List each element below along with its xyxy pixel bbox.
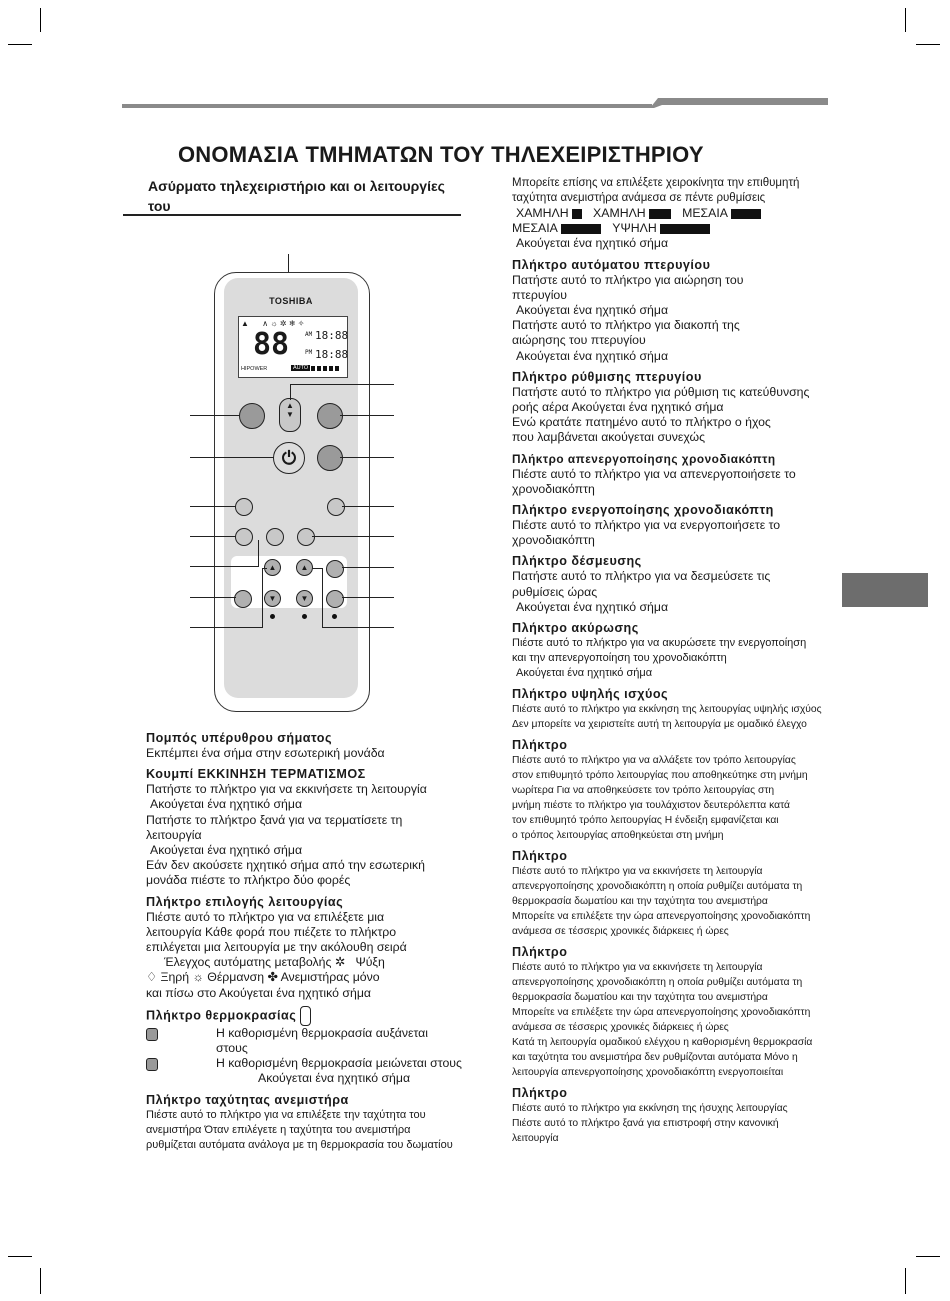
comfort-sleep-button[interactable]: [235, 528, 253, 546]
cancel-section: [512, 620, 832, 681]
text-line: νωρίτερα Για να αποθηκεύσετε τον τρόπο λειτουργίας στη: [512, 785, 775, 797]
left-column: [146, 730, 462, 1158]
callout-line: [262, 568, 267, 569]
text-line: Μπορείτε να επιλέξετε την ώρα απενεργοποίησης χρονοδιακόπτη: [512, 911, 811, 923]
start-stop-section: [146, 766, 462, 888]
callout-line: [190, 597, 236, 598]
lcd-hipower: HIPOWER: [241, 366, 268, 372]
temperature-section: [146, 1006, 462, 1087]
text-line: Ακούγεται ένα ηχητικό σήμα: [516, 236, 669, 251]
section-heading: Πλήκτρο ακύρωσης: [512, 621, 639, 636]
memo-section: [512, 737, 832, 843]
text-line: Πιέστε αυτό το πλήκτρο για να απενεργοποιήσετε το: [512, 466, 796, 481]
text-line: Πιέστε αυτό το πλήκτρο για να εκκινήσετε τη λειτουργία: [512, 962, 763, 974]
fan-icon: ✤: [267, 970, 278, 985]
section-heading: Πλήκτρο: [512, 738, 568, 753]
callout-line: [322, 627, 394, 628]
comfort-sleep-section: [512, 848, 832, 939]
text-line: Πατήστε αυτό το πλήκτρο για ρύθμιση τις κατεύθυνσης: [512, 384, 810, 399]
text-line: ανάμεσα σε τέσσερις χρονικές διάρκειες ή ώρες: [512, 1022, 729, 1034]
crop-mark: [905, 1268, 906, 1294]
crop-mark: [40, 8, 41, 32]
set-louver-section: [512, 369, 832, 446]
section-subtitle: Ασύρματο τηλεχειριστήριο και οι λειτουργίες του: [148, 178, 445, 214]
text-line: χρονοδιακόπτη: [512, 533, 595, 548]
section-heading: Πλήκτρο ταχύτητας ανεμιστήρα: [146, 1092, 349, 1107]
fan-button[interactable]: [317, 403, 343, 429]
fan-level-2-icon: [649, 209, 671, 219]
text-line: Δεν μπορείτε να χειριστείτε αυτή τη λειτουργία με ομαδικό έλεγχο: [512, 719, 807, 731]
callout-line: [342, 597, 394, 598]
text-line: στον επιθυμητό τρόπο λειτουργίας που αποθηκεύτηκε στη μνήμη: [512, 770, 808, 782]
fan-speed-continued: [512, 176, 832, 252]
text-line: Πιέστε αυτό το πλήκτρο για να επιλέξετε την ταχύτητα του: [146, 1108, 426, 1121]
callout-line: [342, 506, 394, 507]
text-line: πτερυγίου: [512, 287, 567, 302]
mode-button[interactable]: [239, 403, 265, 429]
fan-levels-line: ΧΑΜΗΛΗ ΧΑΜΗΛΗ ΜΕΣΑΙΑ: [512, 206, 832, 221]
quiet-section: [512, 1085, 832, 1146]
fan-level-1-icon: [572, 209, 582, 219]
section-heading: Πλήκτρο: [512, 849, 568, 864]
text-line: μονάδα πιέστε το πλήκτρο δύο φορές: [146, 873, 351, 888]
indicator-dot: [332, 614, 337, 619]
text-line: Ακούγεται ένα ηχητικό σήμα: [516, 303, 669, 318]
temp-up-icon: [146, 1028, 158, 1041]
text-line: ταχύτητα ανεμιστήρα ανάμεσα σε πέντε ρυθμίσεις: [512, 192, 766, 204]
text-line: Ακούγεται ένα ηχητικό σήμα: [516, 599, 669, 614]
text-line: απενεργοποίησης χρονοδιακόπτη η οποία ρυθμίζει αυτόματα τη: [512, 977, 803, 989]
brand-logo: TOSHIBA: [269, 296, 313, 306]
text-line: λειτουργία: [146, 827, 202, 842]
ir-transmitter-section: [146, 730, 462, 761]
swing-button[interactable]: [317, 445, 343, 471]
text-line: Πιέστε αυτό το πλήκτρο για εκκίνηση της ήσυχης λειτουργίας: [512, 1103, 788, 1115]
fan-level-5-icon: [660, 224, 710, 234]
text-line: Πιέστε αυτό το πλήκτρο για να ακυρώσετε την ενεργοποίηση: [512, 637, 807, 650]
text-line: και ταχύτητα του ανεμιστήρα δεν ρυθμίζονται αυτόματα Μόνο η: [512, 1052, 798, 1064]
fix-louver-button[interactable]: ▲ ▼: [279, 398, 301, 432]
dry-icon: ♢: [146, 970, 158, 985]
crop-mark: [40, 1268, 41, 1294]
temp-down-icon: [146, 1058, 158, 1071]
callout-line: [312, 536, 394, 537]
fan-levels-line: ΜΕΣΑΙΑ ΥΨΗΛΗ: [512, 221, 832, 236]
auto-louver-section: [512, 257, 832, 364]
cool-icon: ✲: [334, 955, 346, 970]
text-line: μνήμη πιέστε το πλήκτρο για τουλάχιστον δευτερόλεπτα κατά: [512, 800, 790, 812]
callout-line: [190, 506, 236, 507]
text-line: θερμοκρασία δωματίου και την ταχύτητα του ανεμιστήρα: [512, 992, 768, 1004]
temp-up-button[interactable]: ▲: [264, 559, 281, 576]
start-stop-button[interactable]: ⏻: [273, 442, 305, 474]
off-timer-section: [512, 451, 832, 497]
lcd-pm-label: PM: [305, 349, 313, 356]
text-line: ♢ Ξηρή ☼ Θέρμανση ✤ Ανεμιστήρας μόνο: [146, 970, 380, 985]
text-line: ρυθμίσεις ώρας: [512, 584, 598, 599]
section-heading: Πλήκτρο ενεργοποίησης χρονοδιακόπτη: [512, 503, 774, 518]
text-line: Κατά τη λειτουργία ομαδικού ελέγχου η καθορισμένη θερμοκρασία: [512, 1037, 813, 1049]
text-line: τον επιθυμητό τρόπο λειτουργίας Η ένδειξη εμφανίζεται και: [512, 815, 779, 827]
text-line: στους: [216, 1041, 248, 1056]
hipower-button[interactable]: [235, 498, 253, 516]
text-line: ανάμεσα σε τέσσερις χρονικές διάρκειες ή ώρες: [512, 926, 729, 938]
indicator-dot: [302, 614, 307, 619]
on-timer-section: [512, 502, 832, 548]
crop-mark: [905, 8, 906, 32]
callout-line: [190, 627, 262, 628]
off-timer-button[interactable]: [326, 590, 344, 608]
text-line: Εάν δεν ακούσετε ηχητικό σήμα από την εσωτερική: [146, 858, 425, 873]
remote-panel: [224, 278, 358, 698]
text-line: ο τρόπος λειτουργίας αποθηκεύεται στη μνήμη: [512, 830, 724, 842]
lcd-auto: AUTO: [293, 365, 309, 371]
lcd-time-off: 18:88: [315, 348, 349, 361]
lcd-am-label: AM: [305, 331, 313, 338]
text-line: Πατήστε το πλήκτρο για να εκκινήσετε τη λειτουργία: [146, 782, 427, 797]
text-line: λειτουργία: [512, 1133, 559, 1145]
page-title: ΟΝΟΜΑΣΙΑ ΤΜΗΜΑΤΩΝ ΤΟΥ ΤΗΛΕΧΕΙΡΙΣΤΗΡΙΟΥ: [178, 142, 704, 167]
callout-line: [190, 536, 236, 537]
right-column: [512, 176, 832, 1151]
text-line: Εκπέμπει ένα σήμα στην εσωτερική μονάδα: [146, 746, 385, 760]
text-line: χρονοδιακόπτη: [512, 481, 595, 496]
crop-mark: [916, 1256, 940, 1257]
section-heading: Πλήκτρο αυτόματου πτερυγίου: [512, 257, 711, 272]
sleep-timer-section: [512, 944, 832, 1080]
text-line: Η καθορισμένη θερμοκρασία μειώνεται στους: [146, 1056, 462, 1071]
text-line: Πατήστε αυτό το πλήκτρο για να δεσμεύσετε τις: [512, 569, 771, 584]
text-line: ροής αέρα Ακούγεται ένα ηχητικό σήμα: [512, 400, 724, 415]
callout-line: [342, 567, 394, 568]
text-line: Πιέστε αυτό το πλήκτρο για να εκκινήσετε τη λειτουργία: [512, 866, 763, 878]
heat-icon: ☼: [192, 970, 204, 985]
fan-speed-button[interactable]: [234, 590, 252, 608]
text-line: Έλεγχος αυτόματης μεταβολής ✲ Ψύξη: [164, 955, 385, 970]
text-line: αιώρησης του πτερυγίου: [512, 333, 646, 348]
text-line: και πίσω στο Ακούγεται ένα ηχητικό σήμα: [146, 985, 372, 1000]
callout-line: [262, 568, 263, 628]
callout-line: [290, 384, 291, 400]
crop-mark: [916, 44, 940, 45]
callout-line: [312, 568, 322, 569]
section-heading: Πλήκτρο: [512, 945, 568, 960]
text-line: Ακούγεται ένα ηχητικό σήμα: [516, 348, 669, 363]
callout-line: [190, 566, 258, 567]
text-line: Πιέστε αυτό το πλήκτρο για να ενεργοποιήσετε το: [512, 518, 781, 533]
section-heading: Πλήκτρο απενεργοποίησης χρονοδιακόπτη: [512, 451, 776, 466]
text-line: απενεργοποίησης χρονοδιακόπτη η οποία ρυθμίζει αυτόματα τη: [512, 881, 803, 893]
callout-line: [290, 384, 394, 385]
lcd-temperature: 88: [253, 327, 290, 362]
callout-line: [340, 415, 394, 416]
section-heading: Πλήκτρο δέσμευσης: [512, 554, 642, 569]
fan-speed-section: [146, 1092, 462, 1153]
section-heading: Πλήκτρο: [512, 1086, 568, 1101]
text-line: Ενώ κρατάτε πατημένο αυτό το πλήκτρο ο ήχος: [512, 415, 771, 430]
section-heading: Πομπός υπέρυθρου σήματος: [146, 731, 333, 745]
temp-down-button[interactable]: ▼: [264, 590, 281, 607]
callout-line: [288, 254, 289, 274]
section-heading: Πλήκτρο ρύθμισης πτερυγίου: [512, 369, 702, 384]
section-heading: Πλήκτρο θερμοκρασίας: [146, 1006, 462, 1026]
callout-line: [190, 415, 240, 416]
text-line: Μπορείτε επίσης να επιλέξετε χειροκίνητα την επιθυμητή: [512, 177, 800, 189]
callout-line: [258, 540, 259, 567]
timer-down-button[interactable]: ▼: [296, 590, 313, 607]
crop-mark: [8, 44, 32, 45]
text-line: Η καθορισμένη θερμοκρασία αυξάνεται: [146, 1026, 462, 1041]
text-line: Πατήστε αυτό το πλήκτρο για αιώρηση του: [512, 272, 744, 287]
chapter-tab: [842, 573, 928, 607]
text-line: Πιέστε αυτό το πλήκτρο για να αλλάξετε τον τρόπο λειτουργίας: [512, 755, 796, 767]
callout-line: [190, 457, 274, 458]
lcd-fan-bars: [311, 366, 341, 371]
header-bar: [122, 97, 828, 111]
lcd-time-on: 18:88: [315, 329, 349, 342]
text-line: λειτουργία Κάθε φορά που πιέζετε το πλήκτρο: [146, 924, 397, 939]
on-timer-button[interactable]: [326, 560, 344, 578]
reserve-section: [512, 553, 832, 615]
text-line: και την απενεργοποίηση του χρονοδιακόπτη: [512, 652, 727, 665]
timer-up-button[interactable]: ▲: [296, 559, 313, 576]
memo-button[interactable]: [327, 498, 345, 516]
temp-button-icon: [300, 1006, 311, 1026]
text-line: θερμοκρασία δωματίου και την ταχύτητα του ανεμιστήρα: [512, 896, 768, 908]
text-line: λειτουργία απενεργοποίησης χρονοδιακόπτη ενεργοποιείται: [512, 1067, 784, 1079]
text-line: που λαμβάνεται ακούγεται συνεχώς: [512, 430, 706, 445]
text-line: Μπορείτε να επιλέξετε την ώρα απενεργοποίησης χρονοδιακόπτη: [512, 1007, 811, 1019]
indicator-dot: [270, 614, 275, 619]
text-line: ανεμιστήρα Όταν επιλέγετε η ταχύτητα του ανεμιστήρα: [146, 1123, 411, 1136]
crop-mark: [8, 1256, 32, 1257]
text-line: Πατήστε αυτό το πλήκτρο για διακοπή της: [512, 318, 740, 333]
text-line: Πατήστε το πλήκτρο ξανά για να τερματίσετε τη: [146, 812, 403, 827]
lcd-mode-icons: ▲ ∧ ☼ ✲ ❄ ✧: [241, 319, 305, 328]
text-line: Πιέστε αυτό το πλήκτρο ξανά για επιστροφή στην κανονική: [512, 1118, 779, 1130]
text-line: ρυθμίζεται αυτόματα ανάλογα με τη θερμοκρασία του δωματίου: [146, 1138, 453, 1151]
section-heading: Πλήκτρο επιλογής λειτουργίας: [146, 894, 344, 909]
text-line: Ακούγεται ένα ηχητικό σήμα: [516, 667, 653, 680]
fan-level-3-icon: [731, 209, 761, 219]
fan-level-4-icon: [561, 224, 601, 234]
lcd-display: [238, 316, 348, 378]
quiet-button[interactable]: [297, 528, 315, 546]
text-line: Πιέστε αυτό το πλήκτρο για εκκίνηση της λειτουργίας υψηλής ισχύος: [512, 704, 822, 716]
callout-line: [322, 568, 323, 628]
mode-select-section: [146, 894, 462, 1001]
one-touch-button[interactable]: [266, 528, 284, 546]
text-line: Ακούγεται ένα ηχητικό σήμα: [258, 1071, 411, 1086]
divider: [123, 214, 461, 216]
callout-line: [340, 457, 394, 458]
section-heading: Πλήκτρο υψηλής ισχύος: [512, 687, 669, 702]
section-heading: Κουμπί ΕΚΚΙΝΗΣΗ ΤΕΡΜΑΤΙΣΜΟΣ: [146, 767, 366, 782]
text-line: Ακούγεται ένα ηχητικό σήμα: [150, 843, 303, 858]
text-line: Πιέστε αυτό το πλήκτρο για να επιλέξετε μια: [146, 909, 385, 924]
hipower-section: [512, 686, 832, 732]
text-line: Ακούγεται ένα ηχητικό σήμα: [150, 797, 303, 812]
text-line: επιλέγεται μια λειτουργία με την ακόλουθη σειρά: [146, 940, 407, 955]
